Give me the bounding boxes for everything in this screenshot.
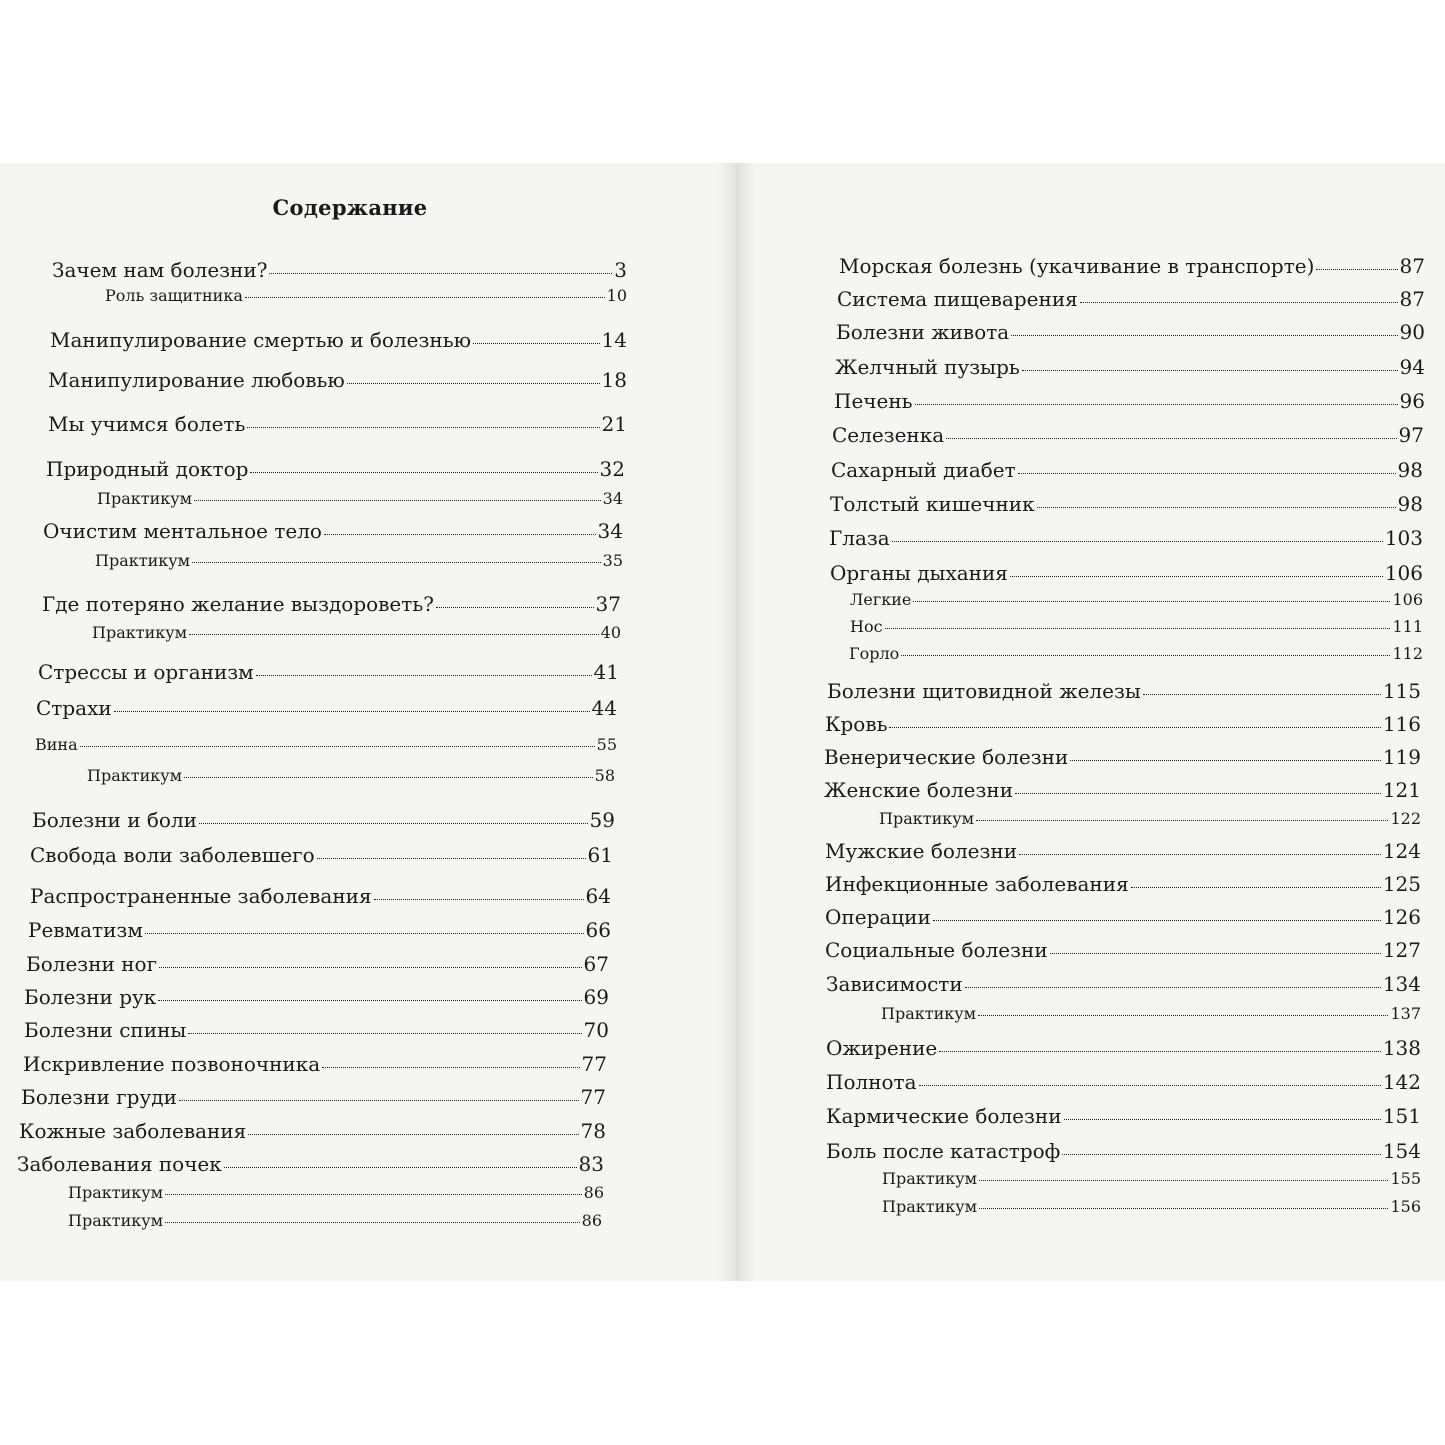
toc-entry-page-number: 37: [595, 592, 621, 616]
toc-entry-page-number: 77: [581, 1052, 607, 1076]
toc-entry-title: Вина: [35, 735, 78, 754]
toc-entry-title: Нос: [850, 617, 883, 636]
toc-entry-page-number: 35: [602, 551, 623, 570]
toc-entry: [835, 356, 1425, 378]
toc-entry: [829, 527, 1423, 549]
dot-leader: [901, 655, 1390, 656]
book-spread: [0, 163, 1445, 1281]
toc-entry: [850, 618, 1423, 636]
toc-entry-title: Практикум: [882, 1197, 978, 1216]
toc-entry-title: Социальные болезни: [825, 938, 1048, 962]
dot-leader: [374, 899, 584, 900]
left-page: [0, 163, 735, 1281]
toc-entry: [30, 885, 611, 907]
dot-leader: [976, 820, 1388, 821]
toc-entry-title: Женские болезни: [824, 778, 1014, 802]
toc-entry-title: Инфекционные заболевания: [825, 872, 1129, 896]
toc-entry-page-number: 115: [1382, 679, 1421, 703]
toc-entry: [50, 329, 627, 351]
toc-entry-page-number: 86: [581, 1211, 602, 1230]
toc-entry-page-number: 155: [1390, 1169, 1421, 1188]
toc-entry: [826, 1140, 1421, 1162]
toc-entry-page-number: 86: [583, 1183, 604, 1202]
toc-entry: [46, 458, 625, 480]
toc-entry-title: Страхи: [36, 696, 112, 720]
toc-entry: [882, 1198, 1421, 1216]
toc-entry: [832, 424, 1424, 446]
toc-entry: [35, 736, 617, 754]
toc-entry-title: Практикум: [87, 766, 183, 785]
toc-entry-title: Морская болезнь (укачивание в транспорте): [839, 254, 1315, 278]
toc-entry-title: Болезни рук: [24, 985, 157, 1009]
toc-entry: [68, 1184, 604, 1202]
toc-entry: [43, 520, 623, 542]
dot-leader: [165, 1222, 580, 1223]
dot-leader: [199, 823, 588, 824]
toc-entry-title: Органы дыхания: [830, 561, 1008, 585]
toc-entry-title: Очистим ментальное тело: [43, 519, 322, 543]
toc-entry: [95, 552, 623, 570]
dot-leader: [1050, 953, 1381, 954]
dot-leader: [248, 1134, 578, 1135]
toc-entry-page-number: 77: [580, 1085, 606, 1109]
toc-entry: [48, 369, 627, 391]
toc-entry-page-number: 18: [601, 368, 627, 392]
toc-entry: [826, 973, 1421, 995]
toc-entry-title: Система пищеварения: [837, 287, 1078, 311]
dot-leader: [933, 920, 1381, 921]
toc-entry-title: Венерические болезни: [824, 745, 1069, 769]
toc-entry: [28, 919, 611, 941]
toc-entry-title: Заболевания почек: [17, 1152, 222, 1176]
dot-leader: [189, 634, 599, 635]
toc-entry-title: Практикум: [881, 1004, 977, 1023]
dot-leader: [159, 967, 581, 968]
dot-leader: [892, 541, 1383, 542]
toc-entry: [52, 259, 627, 281]
toc-entry-title: Болезни щитовидной железы: [827, 679, 1141, 703]
toc-entry-page-number: 119: [1382, 745, 1421, 769]
toc-entry-title: Практикум: [97, 489, 193, 508]
toc-entry-title: Ревматизм: [28, 918, 143, 942]
toc-entry-page-number: 67: [583, 952, 609, 976]
toc-entry-page-number: 124: [1382, 839, 1421, 863]
toc-entry-page-number: 97: [1398, 423, 1424, 447]
toc-entry: [825, 873, 1421, 895]
toc-entry-page-number: 34: [597, 519, 623, 543]
toc-entry: [97, 490, 623, 508]
toc-entry-title: Операции: [825, 905, 931, 929]
toc-entry-title: Болезни и боли: [32, 808, 198, 832]
toc-entry: [26, 953, 609, 975]
toc-entry: [92, 624, 621, 642]
toc-entry-page-number: 154: [1382, 1139, 1421, 1163]
toc-entry-page-number: 44: [591, 696, 617, 720]
dot-leader: [188, 1033, 581, 1034]
toc-entry-page-number: 127: [1382, 938, 1421, 962]
dot-leader: [1011, 335, 1397, 336]
dot-leader: [1018, 473, 1396, 474]
toc-entry: [837, 288, 1425, 310]
toc-entry-title: Манипулирование смертью и болезнью: [50, 328, 472, 352]
toc-entry-page-number: 94: [1399, 355, 1425, 379]
toc-entry: [48, 413, 627, 435]
dot-leader: [1022, 370, 1398, 371]
toc-entry-page-number: 78: [580, 1119, 606, 1143]
toc-entry-page-number: 87: [1399, 254, 1425, 278]
toc-entry-title: Кожные заболевания: [19, 1119, 247, 1143]
toc-entry-title: Толстый кишечник: [830, 492, 1035, 516]
toc-entry: [826, 1037, 1421, 1059]
toc-entry: [882, 1170, 1421, 1188]
toc-entry-title: Зачем нам болезни?: [52, 258, 268, 282]
dot-leader: [158, 1000, 581, 1001]
dot-leader: [165, 1194, 582, 1195]
toc-entry-title: Практикум: [92, 623, 188, 642]
toc-entry: [17, 1153, 604, 1175]
toc-entry-page-number: 87: [1399, 287, 1425, 311]
toc-entry-title: Мужские болезни: [825, 839, 1018, 863]
toc-entry-page-number: 156: [1390, 1197, 1421, 1216]
toc-entry-page-number: 40: [600, 623, 621, 642]
toc-entry-title: Боль после катастроф: [826, 1139, 1061, 1163]
dot-leader: [436, 607, 594, 608]
dot-leader: [1316, 269, 1397, 270]
dot-leader: [1131, 887, 1381, 888]
toc-entry: [881, 1005, 1421, 1023]
dot-leader: [913, 601, 1390, 602]
toc-entry: [849, 645, 1423, 663]
toc-entry-page-number: 103: [1384, 526, 1423, 550]
toc-entry-page-number: 32: [599, 457, 625, 481]
dot-leader: [915, 404, 1398, 405]
dot-leader: [979, 1208, 1388, 1209]
toc-entry-title: Кармические болезни: [826, 1104, 1062, 1128]
toc-entry-page-number: 151: [1382, 1104, 1421, 1128]
toc-entry-page-number: 21: [601, 412, 627, 436]
toc-entry-page-number: 41: [593, 660, 619, 684]
toc-entry-title: Стрессы и организм: [38, 660, 254, 684]
dot-leader: [939, 1051, 1381, 1052]
toc-entry-page-number: 125: [1382, 872, 1421, 896]
dot-leader: [978, 1015, 1388, 1016]
toc-entry-page-number: 83: [578, 1152, 604, 1176]
toc-entry-page-number: 137: [1390, 1004, 1421, 1023]
dot-leader: [114, 711, 590, 712]
toc-entry-page-number: 134: [1382, 972, 1421, 996]
toc-entry-title: Практикум: [68, 1183, 164, 1202]
toc-entry: [24, 1019, 609, 1041]
toc-entry-page-number: 112: [1392, 644, 1423, 663]
toc-entry-page-number: 58: [594, 766, 615, 785]
toc-entry-page-number: 106: [1384, 561, 1423, 585]
right-page: [735, 163, 1445, 1281]
dot-leader: [317, 858, 586, 859]
toc-entry: [830, 493, 1423, 515]
toc-entry-title: Манипулирование любовью: [48, 368, 345, 392]
dot-leader: [1062, 1154, 1380, 1155]
dot-leader: [245, 297, 605, 298]
toc-entry-title: Желчный пузырь: [835, 355, 1020, 379]
toc-entry: [32, 809, 615, 831]
dot-leader: [322, 1067, 579, 1068]
toc-entry: [824, 779, 1421, 801]
dot-leader: [1019, 854, 1381, 855]
dot-leader: [1064, 1119, 1381, 1120]
toc-entry-page-number: 66: [585, 918, 611, 942]
toc-entry-page-number: 98: [1397, 492, 1423, 516]
dot-leader: [1015, 793, 1381, 794]
toc-entry-page-number: 122: [1390, 809, 1421, 828]
toc-entry: [105, 287, 627, 305]
toc-entry: [825, 713, 1421, 735]
toc-entry-title: Горло: [849, 644, 900, 663]
toc-entry-page-number: 55: [596, 735, 617, 754]
toc-entry: [825, 906, 1421, 928]
toc-entry: [830, 562, 1423, 584]
dot-leader: [1010, 576, 1383, 577]
toc-entry: [850, 591, 1423, 609]
toc-entry: [87, 767, 615, 785]
toc-entry-title: Печень: [834, 389, 913, 413]
toc-entry: [36, 697, 617, 719]
dot-leader: [80, 746, 595, 747]
toc-entry: [879, 810, 1421, 828]
toc-entry: [834, 390, 1425, 412]
dot-leader: [224, 1167, 577, 1168]
toc-entry-page-number: 126: [1382, 905, 1421, 929]
toc-entry-page-number: 10: [606, 286, 627, 305]
toc-entry: [23, 1053, 607, 1075]
toc-entry-title: Природный доктор: [46, 457, 249, 481]
toc-entry-title: Искривление позвоночника: [23, 1052, 321, 1076]
toc-entry-title: Болезни ног: [26, 952, 158, 976]
dot-leader: [324, 534, 596, 535]
dot-leader: [979, 1180, 1388, 1181]
toc-entry-title: Практикум: [879, 809, 975, 828]
toc-entry: [825, 939, 1421, 961]
toc-entry-title: Болезни спины: [24, 1018, 187, 1042]
toc-entry-title: Болезни живота: [836, 320, 1010, 344]
toc-entry-page-number: 3: [614, 258, 627, 282]
toc-entry: [824, 746, 1421, 768]
dot-leader: [1143, 694, 1381, 695]
toc-entry: [19, 1120, 606, 1142]
toc-entry-title: Зависимости: [826, 972, 963, 996]
toc-entry-title: Практикум: [95, 551, 191, 570]
toc-entry-page-number: 138: [1382, 1036, 1421, 1060]
dot-leader: [250, 472, 597, 473]
dot-leader: [256, 675, 592, 676]
toc-entry-title: Ожирение: [826, 1036, 938, 1060]
toc-entry-title: Легкие: [850, 590, 912, 609]
dot-leader: [1070, 760, 1381, 761]
toc-entry-page-number: 90: [1399, 320, 1425, 344]
toc-entry-page-number: 106: [1392, 590, 1423, 609]
dot-leader: [247, 427, 599, 428]
toc-entry-title: Селезенка: [832, 423, 945, 447]
toc-entry-title: Практикум: [68, 1211, 164, 1230]
toc-entry-title: Мы учимся болеть: [48, 412, 246, 436]
toc-entry-page-number: 116: [1382, 712, 1421, 736]
toc-entry: [68, 1212, 602, 1230]
dot-leader: [192, 562, 601, 563]
toc-entry: [827, 680, 1421, 702]
toc-entry-page-number: 14: [601, 328, 627, 352]
toc-entry-page-number: 111: [1392, 617, 1423, 636]
toc-entry: [42, 593, 621, 615]
toc-entry-title: Глаза: [829, 526, 890, 550]
toc-entry-page-number: 70: [583, 1018, 609, 1042]
toc-entry-page-number: 98: [1397, 458, 1423, 482]
dot-leader: [473, 343, 600, 344]
toc-entry-page-number: 34: [602, 489, 623, 508]
dot-leader: [965, 987, 1381, 988]
dot-leader: [347, 383, 600, 384]
toc-entry: [21, 1086, 606, 1108]
dot-leader: [1037, 507, 1396, 508]
toc-entry-page-number: 121: [1382, 778, 1421, 802]
dot-leader: [946, 438, 1396, 439]
toc-entry-title: Где потеряно желание выздороветь?: [42, 592, 434, 616]
toc-entry-page-number: 59: [589, 808, 615, 832]
toc-entry-page-number: 69: [583, 985, 609, 1009]
toc-entry: [839, 255, 1425, 277]
toc-entry: [826, 1071, 1421, 1093]
toc-entry-title: Распространенные заболевания: [30, 884, 372, 908]
toc-entry-title: Практикум: [882, 1169, 978, 1188]
dot-leader: [1080, 302, 1398, 303]
toc-entry-title: Болезни груди: [21, 1085, 177, 1109]
toc-entry-page-number: 64: [585, 884, 611, 908]
dot-leader: [885, 628, 1391, 629]
dot-leader: [184, 777, 593, 778]
toc-entry-title: Роль защитника: [105, 286, 243, 305]
dot-leader: [194, 500, 601, 501]
page-title: Содержание: [272, 195, 428, 220]
toc-entry-title: Полнота: [826, 1070, 917, 1094]
dot-leader: [889, 727, 1380, 728]
dot-leader: [919, 1085, 1381, 1086]
dot-leader: [179, 1100, 579, 1101]
toc-entry-page-number: 96: [1399, 389, 1425, 413]
toc-entry-title: Сахарный диабет: [831, 458, 1016, 482]
toc-entry: [24, 986, 609, 1008]
toc-entry: [825, 840, 1421, 862]
toc-entry-page-number: 142: [1382, 1070, 1421, 1094]
toc-entry: [836, 321, 1425, 343]
dot-leader: [269, 273, 612, 274]
toc-entry: [30, 844, 613, 866]
toc-entry-title: Кровь: [825, 712, 888, 736]
toc-entry: [831, 459, 1423, 481]
toc-entry-page-number: 61: [587, 843, 613, 867]
toc-entry: [826, 1105, 1421, 1127]
dot-leader: [145, 933, 584, 934]
toc-entry: [38, 661, 619, 683]
toc-entry-title: Свобода воли заболевшего: [30, 843, 315, 867]
